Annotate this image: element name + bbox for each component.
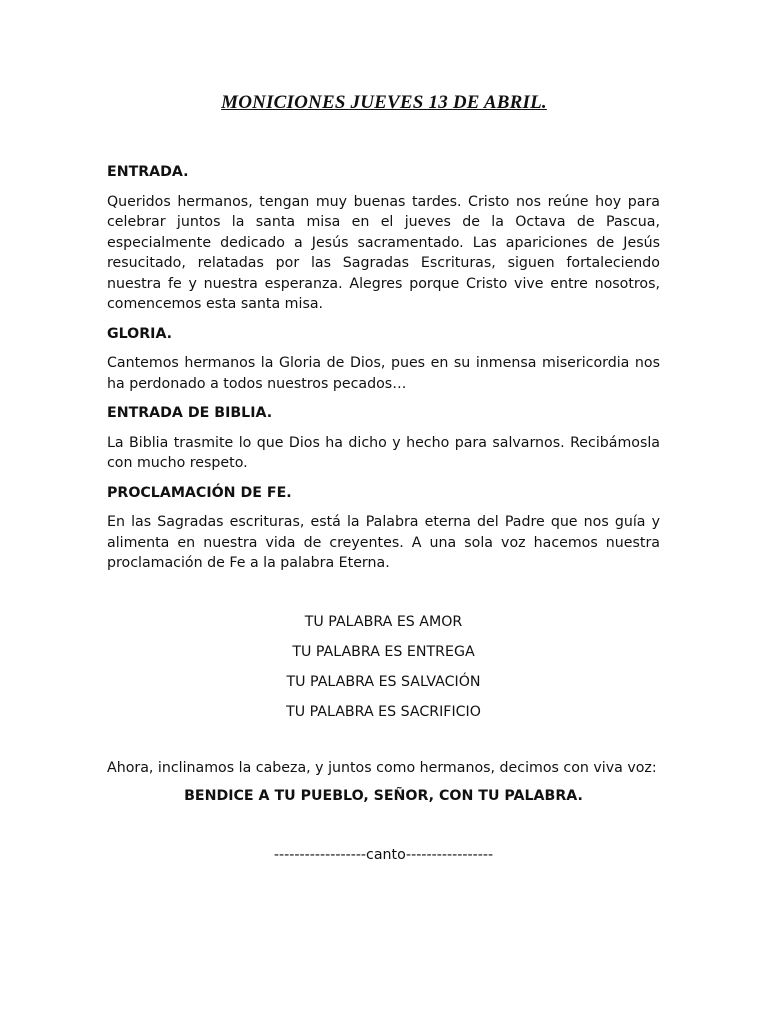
proclamation-line: TU PALABRA ES AMOR [304, 613, 463, 630]
response-text: BENDICE A TU PUEBLO, SEÑOR, CON TU PALABRA. [184, 788, 583, 804]
section-text: En las Sagradas escrituras, está la Palabra eterna del Padre que nos guía y alimenta en nuestra vida de creyentes. A una sola voz hacemos nuestra proclamación de Fe a la palabra Eterna. [107, 514, 660, 571]
section-heading: GLORIA. [107, 325, 173, 342]
document-title: MONICIONES JUEVES 13 DE ABRIL. [221, 92, 547, 113]
section-gloria [107, 324, 660, 395]
proclamation-line: TU PALABRA ES ENTREGA [292, 643, 475, 660]
section-entrada [107, 162, 660, 315]
closing-text: Ahora, inclinamos la cabeza, y juntos como hermanos, decimos con viva voz: [107, 759, 657, 776]
proclamation-list [107, 612, 660, 722]
section-heading: ENTRADA. [107, 164, 189, 180]
document-body [107, 162, 660, 865]
section-proclamacion-fe [107, 483, 660, 574]
proclamation-line: TU PALABRA ES SACRIFICIO [286, 703, 481, 720]
section-entrada-biblia [107, 403, 660, 474]
section-text: Cantemos hermanos la Gloria de Dios, pues en su inmensa misericordia nos ha perdonado a todos nuestros pecados… [107, 355, 660, 392]
canto-divider: ------------------canto----------------- [273, 846, 494, 863]
section-heading: ENTRADA DE BIBLIA. [107, 405, 273, 421]
section-text: La Biblia trasmite lo que Dios ha dicho y hecho para salvarnos. Recibámosla con mucho respeto. [107, 434, 660, 471]
proclamation-line: TU PALABRA ES SALVACIÓN [286, 673, 481, 690]
section-text: Queridos hermanos, tengan muy buenas tardes. Cristo nos reúne hoy para celebrar juntos la santa misa en el jueves de la Octava de Pascua, especialmente dedicado a Jesús sacramentado. Las apariciones de Jesús resucitado, relatadas por las Sagradas Escrituras, siguen fortaleciendo nuestra fe y nuestra esperanza. Alegres porque Cristo vive entre nosotros, comencemos esta santa misa. [107, 193, 660, 312]
section-heading: PROCLAMACIÓN DE FE. [107, 484, 292, 501]
